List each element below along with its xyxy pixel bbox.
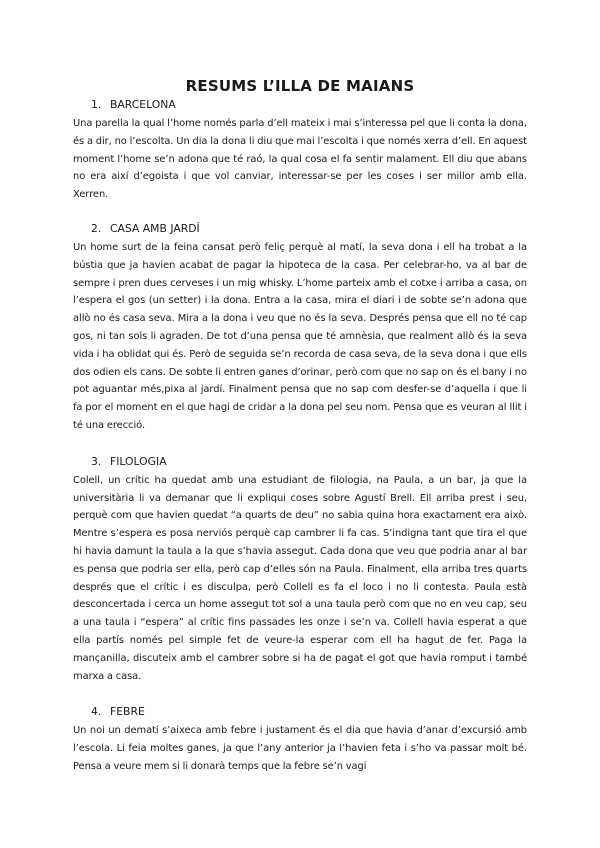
section-febre xyxy=(73,705,527,775)
section-number: 1. xyxy=(91,98,102,111)
section-heading xyxy=(73,222,527,236)
section-number: 3. xyxy=(91,454,102,468)
section-casa-amb-jardi xyxy=(73,222,527,435)
section-title: FEBRE xyxy=(110,705,145,719)
section-title: FILOLOGIA xyxy=(110,454,167,468)
section-heading xyxy=(73,455,527,469)
section-paragraph: Colell, un crític ha quedat amb una estudiant de filologia, na Paula, a un bar, ja que la universitària li va demanar que li expliqui coses sobre Agustí Brell. Ell arriba prest i seu, perquè com que havien quedat “a quarts de deu” no sabia quina hora exactament era això. Mentre s’espera es posa nerviós perquè cap cambrer li fa cas. S’indigna tant que tira el que hi havia damunt la taula a la que s’havia assegut. Cada dona que veu que podria anar al bar es pensa que podria ser ella, però cap d’elles són na Paula. Finalment, ella arriba tres quarts després que el crític i es disculpa, però Collell es fa el loco i no li contesta. Paula està desconcertada i cerca un home assegut tot sol a una taula però com que no en veu cap, seu a una taula i “espera” al crític fins passades les onze i se’n va. Collell havia esperat a que ella partís només pel simple fet de veure-la esperar com ell ha hagut de fer. Paga la mançanilla, discuteix amb el cambrer sobre si ha de pagat el got que havia romput i també marxa a casa. xyxy=(73,474,527,682)
section-barcelona xyxy=(73,98,527,204)
section-paragraph: Un home surt de la feina cansat però feliç perquè al matí, la seva dona i ell ha trobat a la bústia que ja havien acabat de pagar la hipoteca de la casa. Per celebrar-ho, va al bar de sempre i pren dues cerveses i un mig whisky. L’home parteix amb el cotxe i arriba a casa, on l’espera el gos (un setter) i la dona. Entra a la casa, mira el diari i de sobte se’n adona que allò no és casa seva. Mira a la dona i veu que no és la seva. Després pensa que ell no té cap gos, ni tan sols li agraden. De tot d’una pensa que té amnèsia, que realment allò és la seva vida i ha oblidat qui és. Però de seguida se’n recorda de casa seva, de la seva dona i que ells dos odien els cans. De sobte li entren ganes d’orinar, però com que no sap on és el bany i no pot aguantar més,pixa al jardí. Finalment pensa que no sap com desfer-se d’aquella i que li fa por el moment en el que hagi de cridar a la dona pel seu nom. Pensa que es veuran al llit i té una erecció. xyxy=(73,241,527,431)
section-number: 4. xyxy=(91,705,102,719)
section-number: 2. xyxy=(91,221,102,235)
section-title: BARCELONA xyxy=(110,98,176,111)
page-title: RESUMS L’ILLA DE MAIANS xyxy=(185,77,415,95)
section-paragraph: Un noi un dematí s’aixeca amb febre i justament és el dia que havia d’anar d’excursió amb l’escola. Li feia moltes ganes, ja que l’any anterior ja l’havien feta i s’ho va passar molt bé. Pensa a veure mem si li donarà temps que la febre se’n vagi xyxy=(73,725,527,772)
section-heading xyxy=(73,98,527,112)
section-heading xyxy=(73,705,527,719)
section-title: CASA AMB JARDÍ xyxy=(110,221,200,235)
section-paragraph: Una parella la qual l’home només parla d’ell mateix i mai s’interessa pel que li conta la dona, és a dir, no l’escolta. Un dia la dona li diu que mai l’escolta i que només xerra d’ell. En aquest moment l’home se’n adona que té raó, la qual cosa el fa sentir malament. Ell diu que abans no era així d’egoista i que vol canviar, interessar-se per les coses i ser millor amb ella. Xerren. xyxy=(73,118,527,201)
section-filologia xyxy=(73,455,527,686)
